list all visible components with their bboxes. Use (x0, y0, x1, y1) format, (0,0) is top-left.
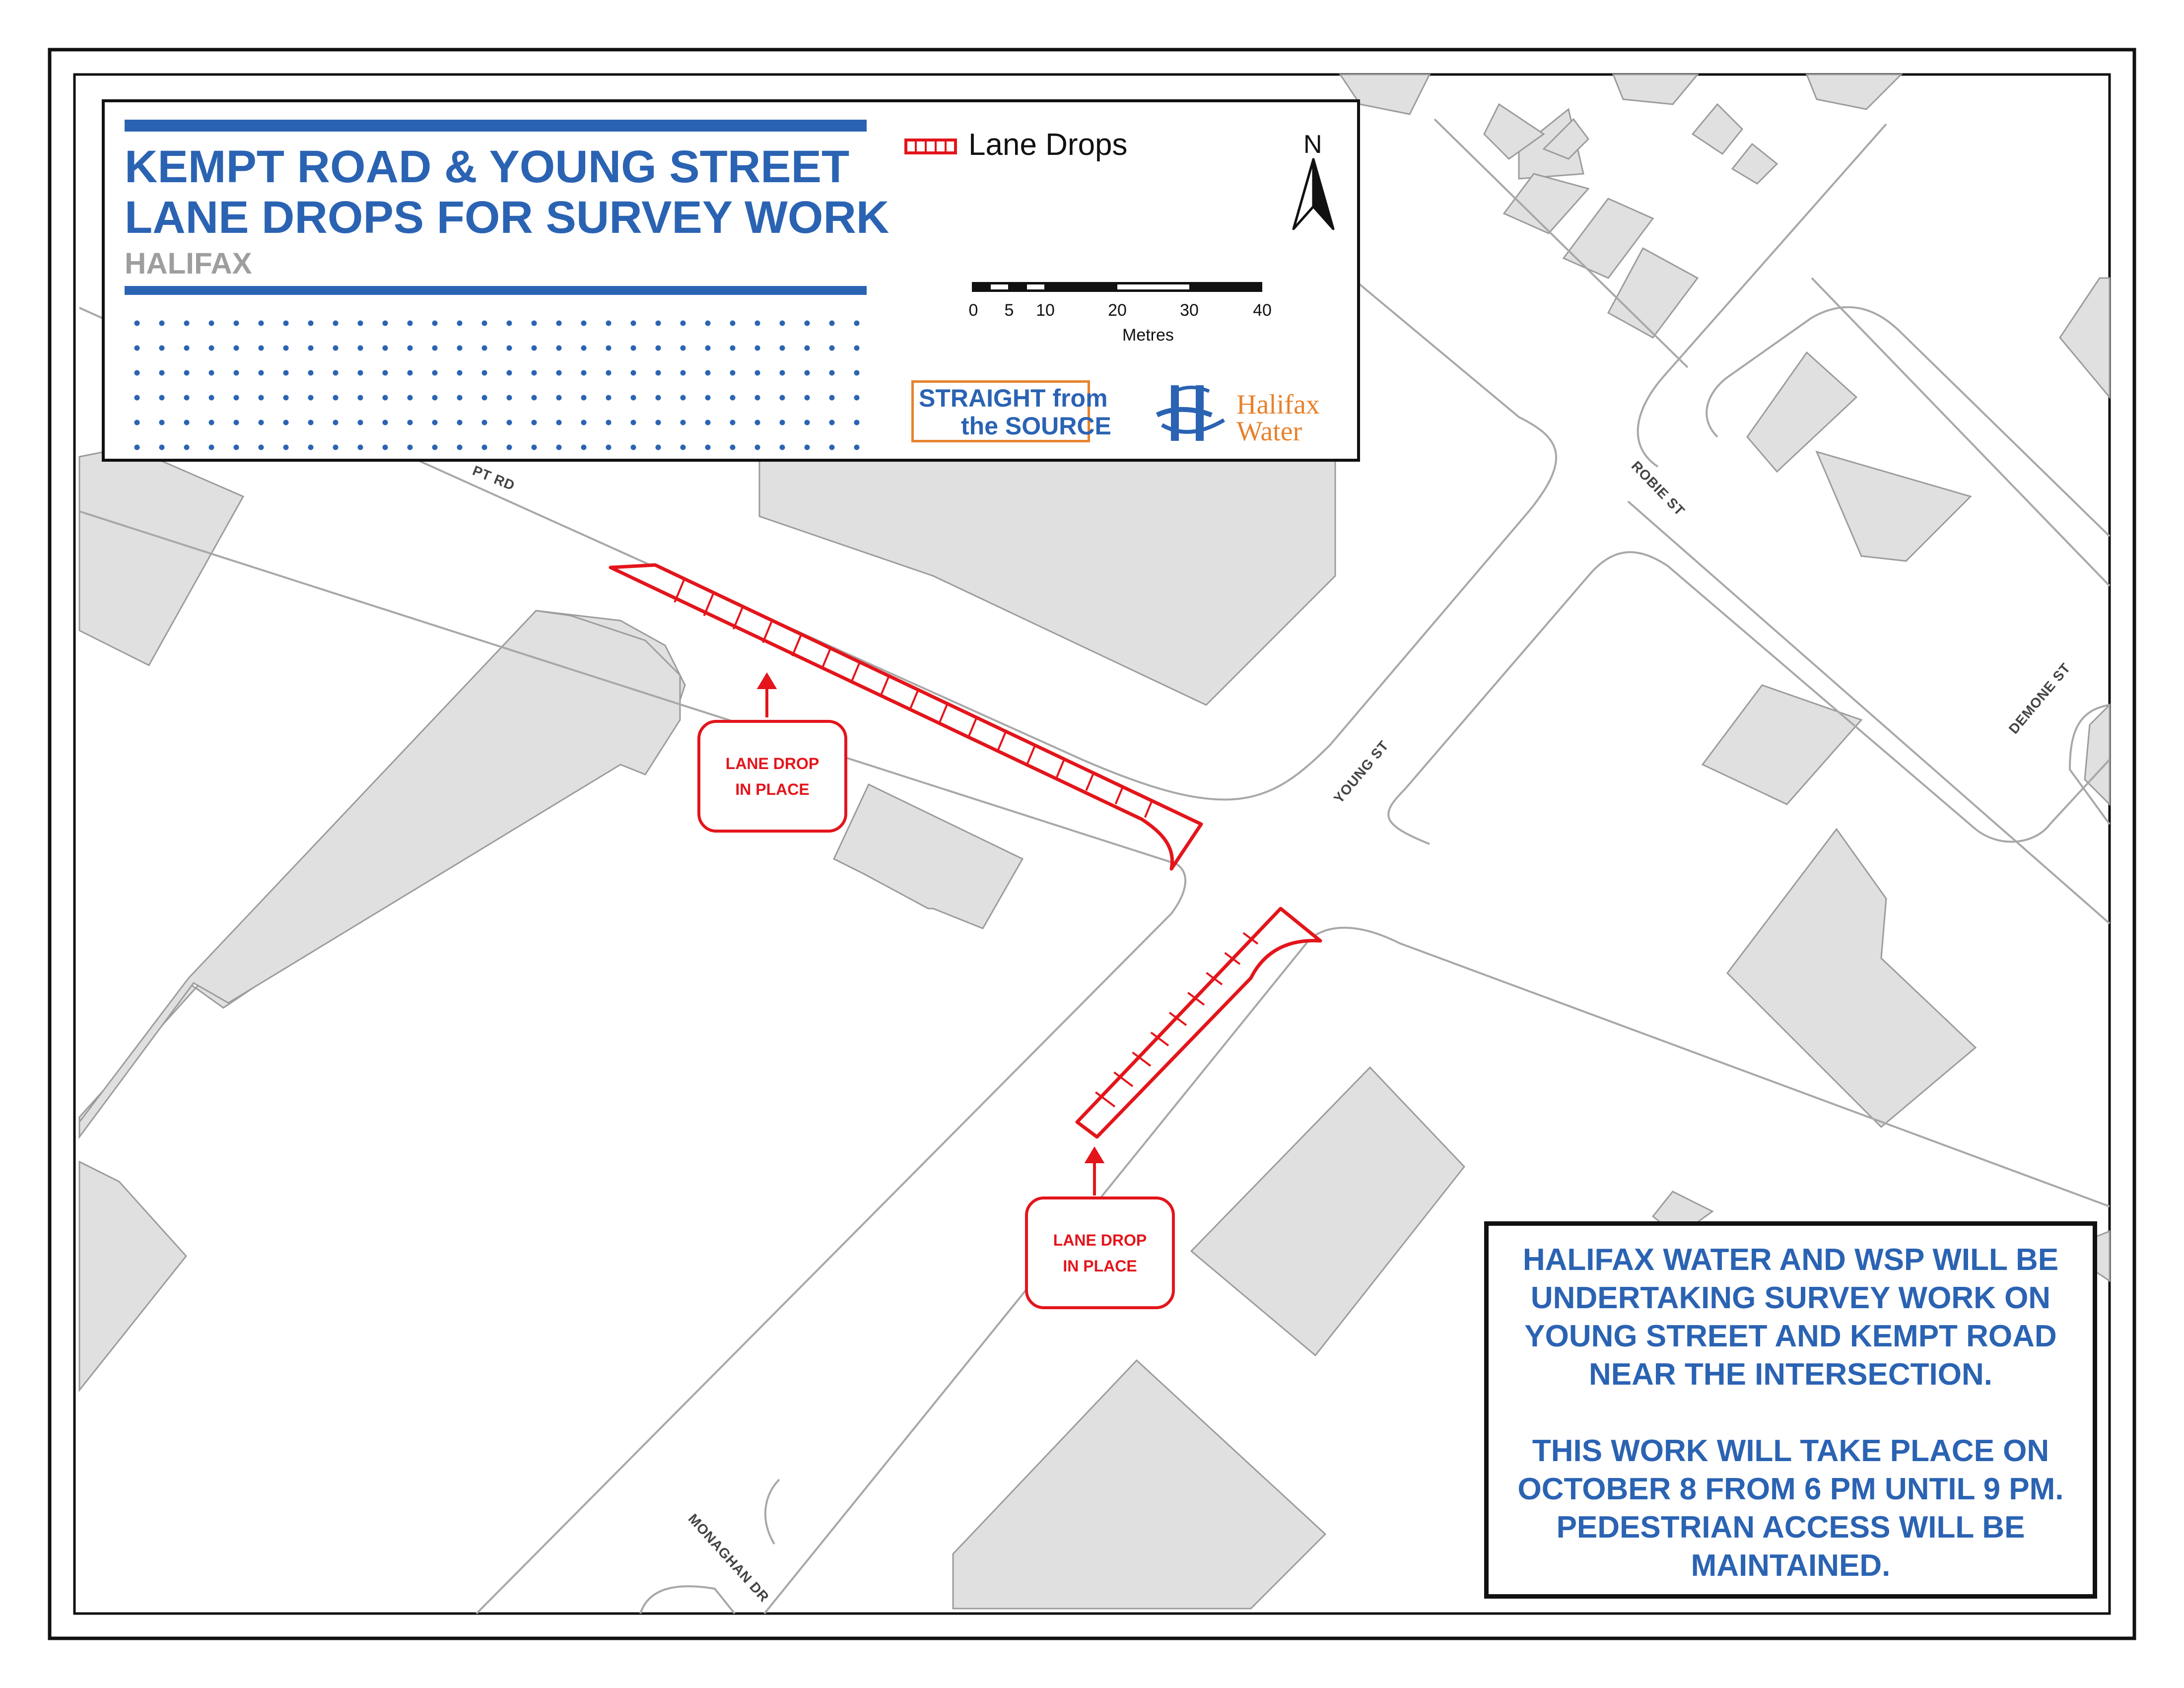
halifax-water-line-1: Halifax (1236, 389, 1320, 420)
title-legend-box (102, 99, 1360, 462)
map-title-line-2: LANE DROPS FOR SURVEY WORK (125, 192, 889, 243)
lane-drop-callout (1025, 1196, 1175, 1309)
sfs-line-2: the SOURCE (961, 412, 1111, 440)
scale-tick-10: 10 (1036, 301, 1055, 320)
scale-tick-40: 40 (1253, 301, 1272, 320)
halifax-water-line-2: Water (1236, 416, 1302, 447)
scale-tick-5: 5 (1004, 301, 1014, 320)
scale-tick-0: 0 (968, 301, 978, 320)
dot-pattern (125, 311, 867, 455)
notice-paragraph-2: THIS WORK WILL TAKE PLACE ON OCTOBER 8 FROM 6 PM UNTIL 9 PM. PEDESTRIAN ACCESS WILL BE MAINTAINED. (1517, 1434, 2064, 1583)
street-label-young-st: YOUNG ST (1330, 737, 1392, 806)
callout-line-1: LANE DROP (725, 754, 819, 773)
north-arrow-icon (1286, 157, 1341, 231)
scale-tick-30: 30 (1180, 301, 1199, 320)
title-bottom-bar (125, 286, 867, 295)
street-label-robie-st: ROBIE ST (1628, 458, 1688, 519)
scale-unit-label: Metres (1122, 326, 1174, 345)
north-label: N (1303, 130, 1322, 159)
map-title-line-1: KEMPT ROAD & YOUNG STREET (125, 141, 850, 192)
notice-box (1484, 1221, 2097, 1599)
street-label-monaghan-dr: MONAGHAN DR (685, 1511, 772, 1605)
lane-drop-legend-icon (904, 137, 958, 157)
notice-paragraph-1: HALIFAX WATER AND WSP WILL BE UNDERTAKING SURVEY WORK ON YOUNG STREET AND KEMPT ROAD NEAR THE INTERSECTION. (1522, 1243, 2059, 1392)
legend-lane-drops-label: Lane Drops (968, 128, 1128, 162)
scale-tick-20: 20 (1108, 301, 1127, 320)
sfs-line-1: STRAIGHT from (919, 384, 1108, 412)
street-label-demone-st: DEMONE ST (2005, 660, 2074, 737)
straight-from-source-logo (911, 380, 1111, 442)
scale-bar-icon (971, 280, 1269, 295)
map-subtitle: HALIFAX (125, 247, 252, 280)
callout-line-2: IN PLACE (735, 780, 810, 798)
street-label-kempt-rd: PT RD (470, 462, 517, 493)
title-top-bar (125, 120, 867, 132)
callout-line-1: LANE DROP (1053, 1231, 1147, 1249)
callout-line-2: IN PLACE (1063, 1257, 1137, 1275)
lane-drop-callout (697, 720, 847, 833)
halifax-water-logo-icon (1152, 380, 1231, 445)
